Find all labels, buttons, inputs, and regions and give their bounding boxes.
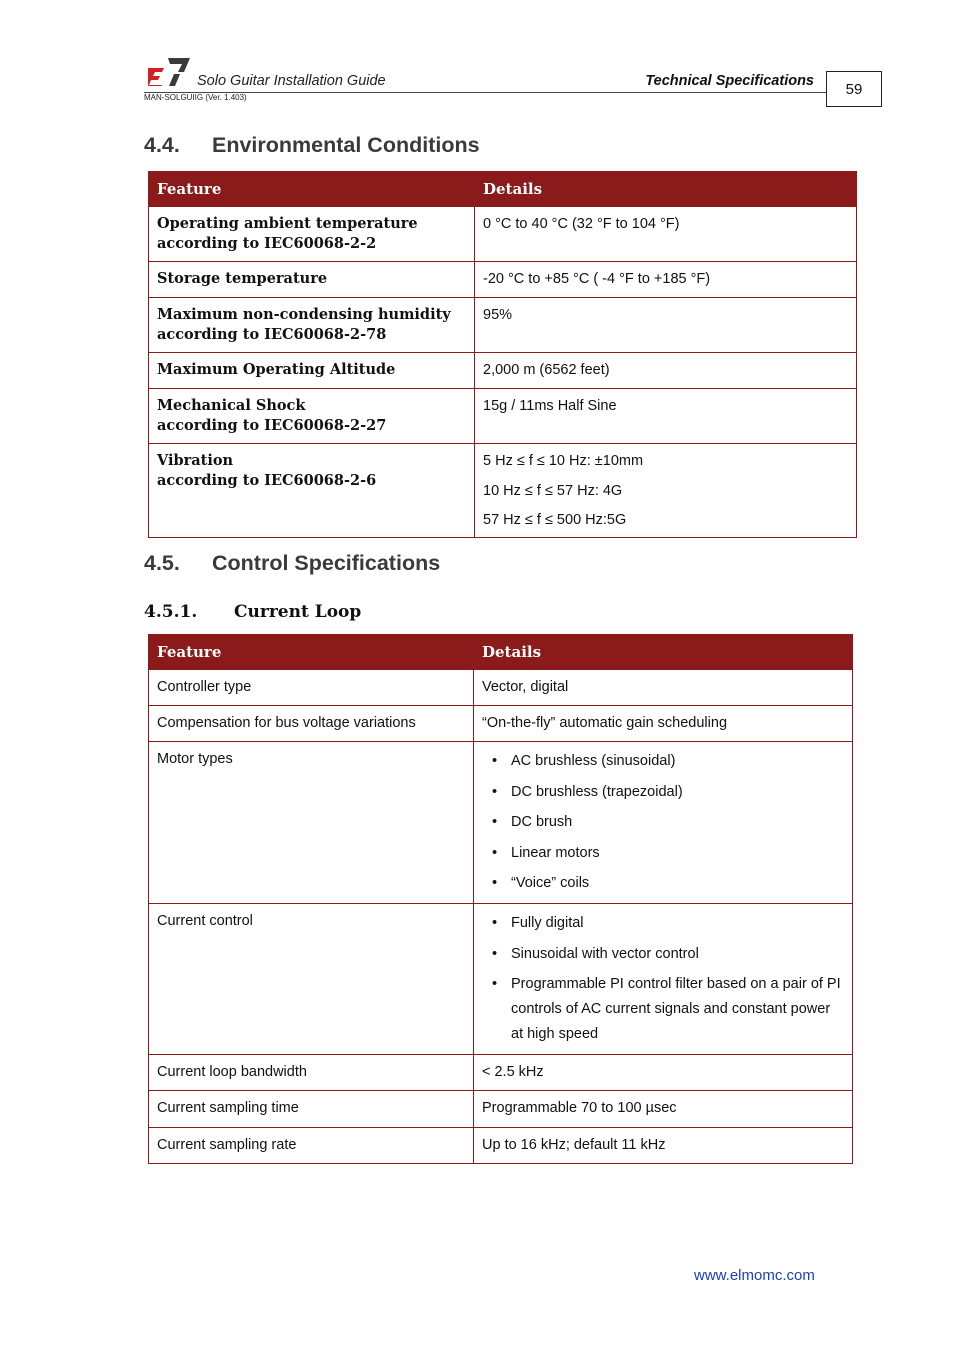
section-title: Control Specifications: [212, 551, 441, 575]
details-cell: 2,000 m (6562 feet): [475, 353, 857, 389]
bullet-list: [482, 911, 844, 1047]
section-title: Environmental Conditions: [212, 133, 480, 157]
table-row: [149, 353, 857, 389]
feature-line: Operating ambient temperature: [157, 215, 418, 232]
feature-line: Maximum non-condensing humidity: [157, 306, 451, 323]
details-cell: Programmable 70 to 100 µsec: [474, 1091, 853, 1128]
section-heading-control: [144, 551, 440, 576]
details-line: 10 Hz ≤ f ≤ 57 Hz: 4G: [483, 482, 623, 499]
bullet-icon: •: [492, 875, 498, 891]
subsection-number: 4.5.1.: [144, 602, 198, 622]
list-item-text: Fully digital: [511, 915, 584, 931]
list-item-text: Programmable PI control filter based on a pair of PI controls of AC current signals and constant power at high speed: [511, 976, 841, 1042]
list-item: [482, 871, 844, 896]
feature-line: Vibration: [157, 452, 234, 469]
document-id: MAN-SOLGUIIG (Ver. 1.403): [144, 93, 247, 102]
feature-line: according to IEC60068-2-6: [157, 472, 377, 489]
page-number: 59: [826, 71, 882, 107]
table-row: [149, 670, 853, 706]
table-row: [149, 1055, 853, 1091]
header-section-title: Technical Specifications: [645, 73, 814, 89]
details-cell: 15g / 11ms Half Sine: [475, 389, 857, 444]
feature-cell: Storage temperature: [149, 262, 475, 298]
current-loop-table: [148, 634, 853, 1164]
subsection-title: Current Loop: [234, 602, 362, 622]
table-row: [149, 262, 857, 298]
table-row: [149, 904, 853, 1055]
feature-line: according to IEC60068-2-78: [157, 326, 387, 343]
bullet-icon: •: [492, 945, 498, 962]
list-item-text: DC brushless (trapezoidal): [511, 783, 683, 800]
column-header-feature: Feature: [149, 172, 475, 207]
feature-line: Mechanical Shock: [157, 397, 306, 414]
table-row: [149, 389, 857, 444]
feature-cell: Current sampling time: [149, 1091, 474, 1128]
list-item-text: AC brushless (sinusoidal): [511, 753, 676, 769]
list-item: [482, 780, 844, 805]
environmental-table: [148, 171, 857, 538]
table-header-row: [149, 172, 857, 207]
details-cell: [474, 904, 853, 1055]
column-header-details: Details: [475, 172, 857, 207]
details-line: 57 Hz ≤ f ≤ 500 Hz:5G: [483, 512, 627, 528]
list-item-text: Linear motors: [511, 844, 600, 861]
section-number: 4.5.: [144, 551, 180, 575]
list-item-text: “Voice” coils: [511, 875, 590, 891]
feature-cell: Motor types: [149, 742, 474, 904]
list-item: [482, 810, 844, 835]
feature-cell: [149, 389, 475, 444]
list-item-text: DC brush: [511, 814, 573, 830]
details-cell: Up to 16 kHz; default 11 kHz: [474, 1128, 853, 1164]
table-row: [149, 207, 857, 262]
details-line: 5 Hz ≤ f ≤ 10 Hz: ±10mm: [483, 453, 644, 469]
details-cell: < 2.5 kHz: [474, 1055, 853, 1091]
bullet-icon: •: [492, 915, 498, 931]
elmo-logo: [148, 58, 190, 86]
bullet-icon: •: [492, 844, 498, 861]
list-item-text: Sinusoidal with vector control: [511, 945, 699, 962]
feature-line: according to IEC60068-2-27: [157, 417, 387, 434]
section-number: 4.4.: [144, 133, 180, 157]
website-link[interactable]: www.elmomc.com: [694, 1267, 815, 1284]
details-cell: “On-the-fly” automatic gain scheduling: [474, 706, 853, 742]
feature-cell: [149, 298, 475, 353]
list-item: [482, 942, 844, 967]
feature-cell: Current loop bandwidth: [149, 1055, 474, 1091]
details-cell: Vector, digital: [474, 670, 853, 706]
table-row: [149, 298, 857, 353]
feature-cell: Maximum Operating Altitude: [149, 353, 475, 389]
table-row: [149, 706, 853, 742]
bullet-icon: •: [492, 976, 498, 992]
bullet-list: [482, 749, 844, 896]
bullet-icon: •: [492, 753, 498, 769]
table-row: [149, 742, 853, 904]
section-heading-environmental: [144, 133, 480, 158]
feature-cell: Current sampling rate: [149, 1128, 474, 1164]
details-cell: 95%: [475, 298, 857, 353]
details-cell: [474, 742, 853, 904]
table-header-row: [149, 635, 853, 670]
feature-cell: [149, 207, 475, 262]
feature-cell: Compensation for bus voltage variations: [149, 706, 474, 742]
feature-cell: Controller type: [149, 670, 474, 706]
feature-line: according to IEC60068-2-2: [157, 235, 377, 252]
subsection-heading-current-loop: [144, 602, 361, 622]
document-title: Solo Guitar Installation Guide: [197, 73, 386, 89]
list-item: [482, 841, 844, 866]
details-cell: [475, 444, 857, 538]
list-item: [482, 911, 844, 936]
feature-cell: [149, 444, 475, 538]
table-row: [149, 444, 857, 538]
list-item: [482, 972, 844, 1047]
column-header-feature: Feature: [149, 635, 474, 670]
details-cell: 0 °C to 40 °C (32 °F to 104 °F): [475, 207, 857, 262]
bullet-icon: •: [492, 814, 498, 830]
table-row: [149, 1091, 853, 1128]
bullet-icon: •: [492, 783, 498, 800]
details-cell: -20 °C to +85 °C ( -4 °F to +185 °F): [475, 262, 857, 298]
list-item: [482, 749, 844, 774]
column-header-details: Details: [474, 635, 853, 670]
table-row: [149, 1128, 853, 1164]
feature-cell: Current control: [149, 904, 474, 1055]
